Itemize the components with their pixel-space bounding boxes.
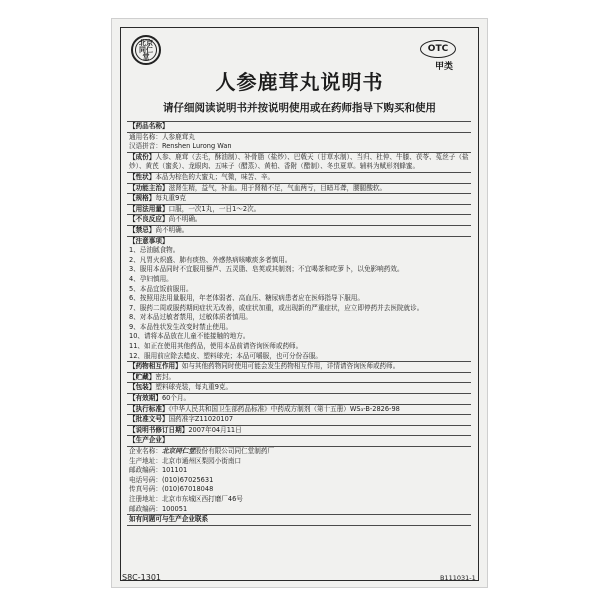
section-revision: 【说明书修订日期】2007年04月11日 [127,426,471,437]
company-fax: 传真号码：(010)67018048 [129,485,214,494]
print-code-right: B111031-1 [440,574,476,582]
section-interaction: 【药物相互作用】如与其他药物同时使用可能会发生药物相互作用，详情请咨询医师或药师。 [127,362,471,373]
caution-item: 6、按照用法用量服用，年老体弱者、高血压、糖尿病患者应在医师指导下服用。 [129,294,364,303]
otc-badge: OTC [420,40,456,58]
caution-item: 9、本品性状发生改变时禁止使用。 [129,322,233,331]
otc-class-label: 甲类 [434,62,453,72]
leaflet-content [127,121,471,526]
section-ingredients: 【成份】人参、鹿茸（去毛，酥油制）、补骨脂（盐炒）、巴戟天（甘草水制）、当归、杜仲、牛膝、茯苓、菟丝子（盐炒）、黄芪（蜜炙）、龙眼肉、五味子（醋蒸）、黄柏、香附（醋制）、冬虫夏草。辅料为赋形剂蜂蜜。 [127,153,471,173]
section-name-heading: 【药品名称】 [127,121,471,133]
section-indications: 【功能主治】滋肾生精，益气，补血。用于肾精不足，气血两亏，目暗耳聋，腰腿酸软。 [127,184,471,195]
document-subtitle: 请仔细阅读说明书并按说明使用或在药师指导下购买和使用 [163,102,436,114]
caution-item: 5、本品宜饭前服用。 [129,284,193,293]
caution-item: 12、服用前应除去蜡皮、塑料球壳；本品可嚼服，也可分份吞服。 [127,352,471,363]
caution-item: 11、如正在使用其他药品，使用本品前请咨询医师或药师。 [129,342,303,351]
document-title: 人参鹿茸丸说明书 [215,70,384,94]
section-storage: 【贮藏】密封。 [127,373,471,384]
contact-footer: 如有问题可与生产企业联系 [127,515,471,526]
section-contra: 【禁忌】尚不明确。 [127,226,471,237]
tongrentang-logo-icon: 北京同仁堂 [131,35,161,65]
company-postcode: 邮政编码：101101 [129,466,188,475]
caution-item: 2、凡胃火炽盛、肺有痰热、外感热病咳嗽痰多者慎用。 [129,255,292,264]
section-standard: 【执行标准】《中华人民共和国卫生部药品标准》中药成方制剂（第十五册）WS₃-B-2826-98 [127,405,471,416]
company-name: 企业名称：北京同仁堂股份有限公司同仁堂制药厂 [129,447,275,455]
caution-item: 4、孕妇慎用。 [129,274,173,283]
print-code-left: S8C-1301 [122,573,161,582]
section-company-heading: 【生产企业】 [127,436,471,447]
company-address: 生产地址：北京市通州区梨园小街南口 [129,456,242,465]
company-reg-address: 注册地址：北京市东城区西打磨厂46号 [129,494,243,503]
leaflet-sheet [111,18,488,588]
section-approval: 【批准文号】国药准字Z11020107 [127,415,471,426]
section-traits: 【性状】本品为棕色的大蜜丸；气微，味苦、辛。 [127,173,471,184]
company-phone: 电话号码：(010)67025631 [129,475,214,484]
leaflet-frame [120,27,479,581]
common-name: 通用名称：人参鹿茸丸 [129,132,195,141]
section-adverse: 【不良反应】尚不明确。 [127,215,471,226]
caution-item: 7、服药二周或服药期间症状无改善，或症状加重，或出现新的严重症状，应立即停药并去医院就诊。 [129,303,424,312]
section-spec: 【规格】每丸重9克 [127,194,471,205]
section-cautions-heading: 【注意事项】 [129,236,169,245]
company-reg-postcode: 邮政编码：100051 [127,505,471,516]
section-package: 【包装】塑料球壳装，每丸重9克。 [127,383,471,394]
caution-item: 3、服用本品同时不宜服用藜芦、五灵脂、皂荚或其制剂；不宜喝茶和吃萝卜，以免影响药效。 [129,265,404,274]
section-usage: 【用法用量】口服，一次1丸，一日1～2次。 [127,205,471,216]
cautions-list [127,246,471,362]
section-validity: 【有效期】60个月。 [127,394,471,405]
caution-item: 10、请将本品放在儿童不能接触的地方。 [129,332,250,341]
caution-item: 1、忌油腻食物。 [129,246,180,255]
caution-item: 8、对本品过敏者禁用，过敏体质者慎用。 [129,313,252,322]
pinyin-name: 汉语拼音：Renshen Lurong Wan [127,142,471,153]
